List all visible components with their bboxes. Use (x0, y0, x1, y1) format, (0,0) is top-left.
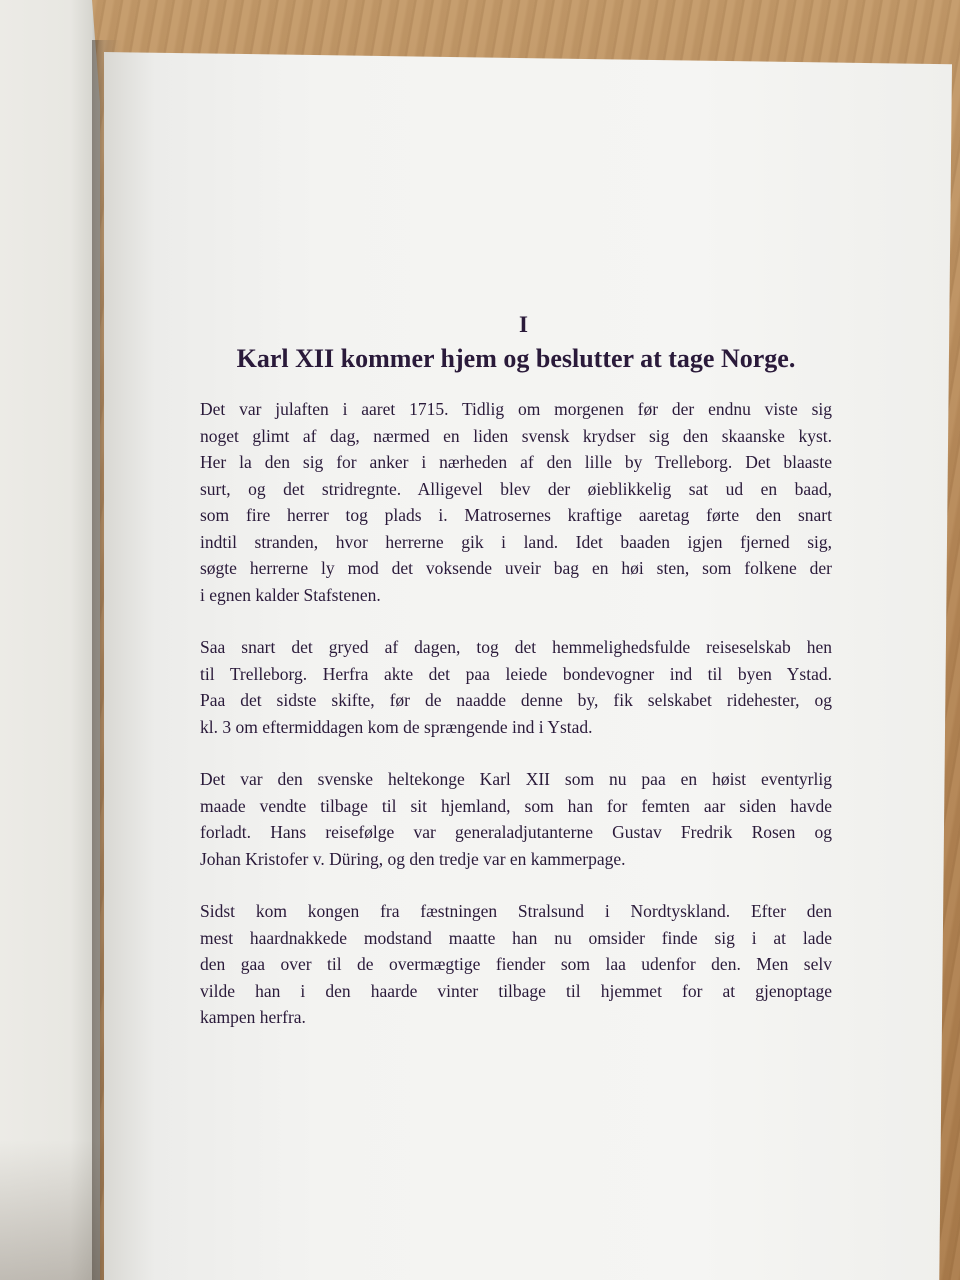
chapter-number: I (519, 312, 529, 337)
text-line: Det var den svenske heltekonge Karl XII som nu paa en høist eventyrlig (200, 769, 832, 789)
text-line: Saa snart det gryed af dagen, tog det hemmelighedsfulde reiseselskab hen (200, 637, 832, 657)
text-line: til Trelleborg. Herfra akte det paa leiede bondevogner ind til byen Ystad. (200, 663, 832, 684)
text-line: i egnen kalder Stafstenen. (200, 584, 381, 605)
text-line: maade vendte tilbage til sit hjemland, som han for femten aar siden havde (200, 795, 832, 816)
text-line: Johan Kristofer v. Düring, og den tredje var en kammerpage. (200, 848, 626, 869)
paragraph-1 (200, 396, 832, 608)
paragraph-2 (200, 634, 832, 740)
text-line: forladt. Hans reisefølge var generaladjutanterne Gustav Fredrik Rosen og (200, 822, 832, 842)
paragraph-4 (200, 898, 832, 1031)
text-line: Her la den sig for anker i nærheden af den lille by Trelleborg. Det blaaste (200, 452, 832, 472)
text-line: mest haardnakkede modstand maatte han nu omsider finde sig i at lade (200, 927, 832, 948)
left-page-shadow (0, 1140, 100, 1280)
text-line: surt, og det stridregnte. Alligevel blev der øieblikkelig sat ud en baad, (200, 478, 832, 499)
text-line: søgte herrerne ly mod det voksende uveir bag en høi sten, som folkene der (200, 558, 832, 578)
chapter-title: Karl XII kommer hjem og beslutter at tage Norge. (236, 344, 796, 373)
text-line: vilde han i den haarde vinter tilbage til hjemmet for at gjenoptage (200, 980, 832, 1001)
text-line: Paa det sidste skifte, før de naadde denne by, fik selskabet ridehester, og (200, 690, 832, 710)
text-line: noget glimt af dag, nærmed en liden svensk krydser sig den skaanske kyst. (200, 425, 832, 446)
text-line: Sidst kom kongen fra fæstningen Stralsund i Nordtyskland. Efter den (200, 901, 832, 921)
text-line: indtil stranden, hvor herrerne gik i land. Idet baaden igjen fjerned sig, (200, 531, 832, 552)
left-page (0, 0, 100, 1280)
text-line: som fire herrer tog plads i. Matrosernes kraftige aaretag førte den snart (200, 505, 832, 525)
text-line: kampen herfra. (200, 1007, 306, 1027)
text-line: Det var julaften i aaret 1715. Tidlig om morgenen før der endnu viste sig (200, 399, 832, 419)
text-line: den gaa over til de overmægtige fiender som laa udenfor den. Men selv (200, 954, 832, 974)
paragraph-3 (200, 766, 832, 872)
text-line: kl. 3 om eftermiddagen kom de sprængende ind i Ystad. (200, 716, 593, 737)
page-content (200, 312, 832, 1057)
